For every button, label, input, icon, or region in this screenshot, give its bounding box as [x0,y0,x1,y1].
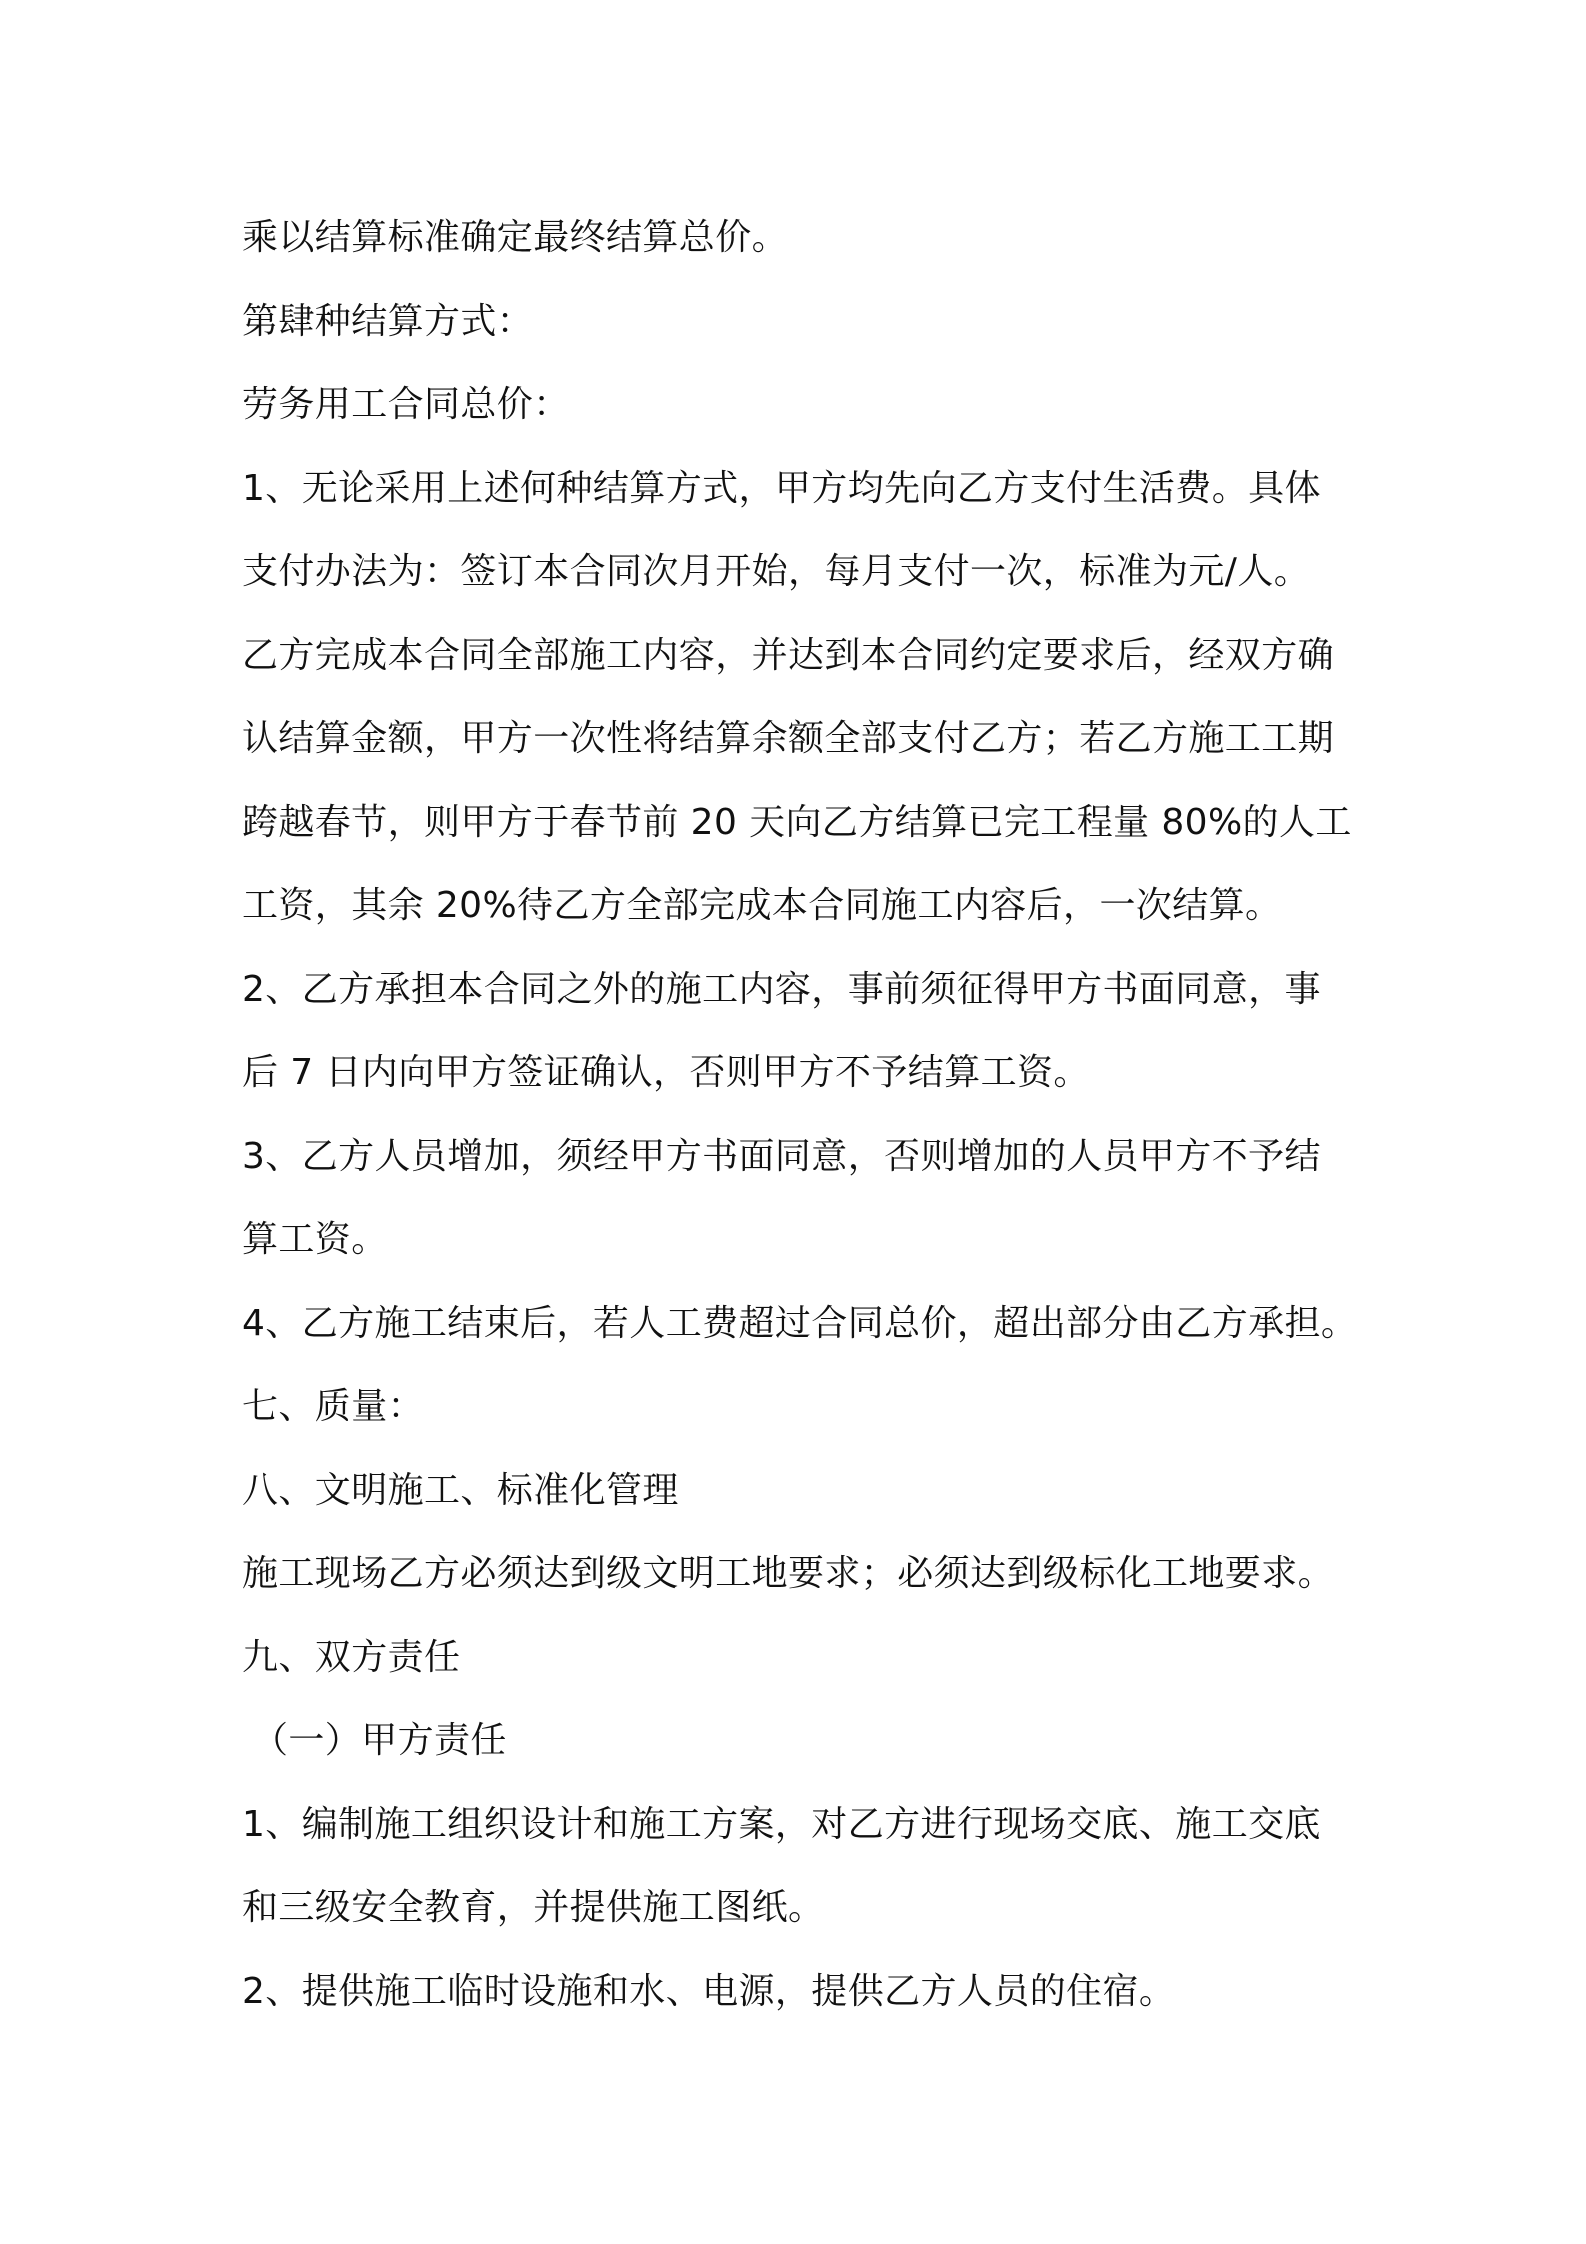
text-line-clause-1-b: 支付办法为：签订本合同次月开始，每月支付一次，标准为元/人。 [242,551,1311,592]
text-line-settlement-total: 乘以结算标准确定最终结算总价。 [242,217,789,258]
text-line-clause-3-a: 3、乙方人员增加，须经甲方书面同意，否则增加的人员甲方不予结 [242,1135,1321,1177]
text-line-clause-1-d: 认结算金额，甲方一次性将结算余额全部支付乙方；若乙方施工工期 [242,718,1335,759]
text-line-party-a-duty-2: 2、提供施工临时设施和水、电源，提供乙方人员的住宿。 [242,1970,1176,2012]
text-line-clause-1-c: 乙方完成本合同全部施工内容，并达到本合同约定要求后，经双方确 [242,634,1335,676]
text-line-clause-2-a: 2、乙方承担本合同之外的施工内容，事前须征得甲方书面同意，事 [242,968,1321,1010]
text-line-clause-3-b: 算工资。 [242,1219,388,1260]
section-heading-responsibilities: 九、双方责任 [242,1636,461,1678]
text-line-clause-1-f: 工资，其余 20%待乙方全部完成本合同施工内容后，一次结算。 [242,885,1282,926]
text-line-party-a-duty-1-a: 1、编制施工组织设计和施工方案，对乙方进行现场交底、施工交底 [242,1803,1321,1845]
document-body [242,196,1362,2033]
text-line-party-a-duty-1-b: 和三级安全教育，并提供施工图纸。 [242,1887,825,1928]
section-heading-civilized-construction: 八、文明施工、标准化管理 [242,1469,679,1511]
subsection-heading-party-a: （一）甲方责任 [252,1720,507,1761]
text-line-clause-4: 4、乙方施工结束后，若人工费超过合同总价，超出部分由乙方承担。 [242,1302,1358,1344]
text-line-fourth-settlement-method: 第肆种结算方式： [242,300,534,342]
text-line-labor-contract-total: 劳务用工合同总价： [242,384,570,425]
section-heading-quality: 七、质量： [242,1386,425,1427]
text-line-site-requirements: 施工现场乙方必须达到级文明工地要求；必须达到级标化工地要求。 [242,1553,1335,1594]
text-line-clause-1-a: 1、无论采用上述何种结算方式，甲方均先向乙方支付生活费。具体 [242,467,1321,509]
text-line-clause-2-b: 后 7 日内向甲方签证确认，否则甲方不予结算工资。 [242,1052,1090,1093]
text-line-clause-1-e: 跨越春节，则甲方于春节前 20 天向乙方结算已完工程量 80%的人工 [242,801,1352,843]
